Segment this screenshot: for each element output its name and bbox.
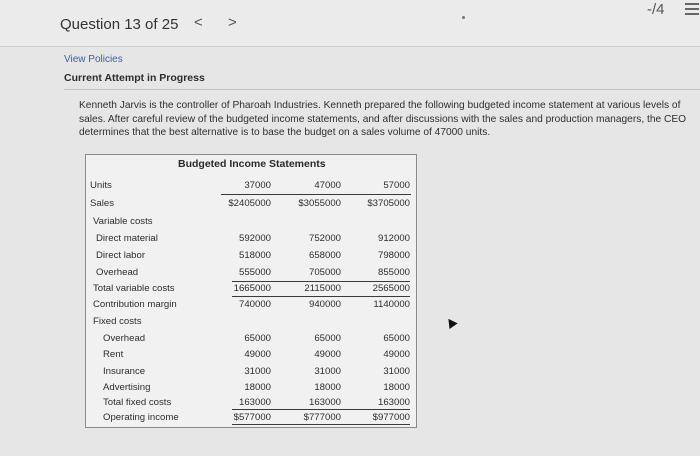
row-label: Fixed costs (93, 316, 142, 327)
row-label: Total fixed costs (103, 397, 172, 408)
table-cell: 912000 (377, 233, 410, 244)
table-cell: 47000 (314, 180, 341, 191)
table-cell: 18000 (244, 382, 271, 393)
previous-question-button[interactable]: < (194, 14, 203, 31)
table-cell: 752000 (308, 233, 341, 244)
table-rule (232, 281, 410, 282)
table-cell: 518000 (238, 250, 271, 261)
row-label: Operating income (103, 412, 179, 423)
table-cell: 49000 (383, 349, 410, 360)
table-cell: 592000 (238, 233, 271, 244)
table-title: Budgeted Income Statements (178, 158, 326, 170)
row-label: Variable costs (93, 216, 153, 227)
table-cell: 1665000 (233, 283, 271, 294)
divider (64, 89, 700, 90)
table-rule (232, 296, 410, 297)
row-label: Direct labor (96, 250, 146, 261)
table-cell: 163000 (308, 397, 341, 408)
table-cell: 65000 (383, 333, 410, 344)
table-cell: 49000 (314, 349, 341, 360)
table-cell: 37000 (244, 180, 271, 191)
table-cell: 31000 (314, 366, 341, 377)
menu-icon[interactable] (685, 3, 699, 15)
row-label: Contribution margin (93, 299, 177, 310)
table-rule (221, 194, 411, 195)
separator-dot (462, 16, 465, 19)
question-counter: Question 13 of 25 (60, 16, 179, 33)
table-cell: $2405000 (228, 198, 271, 209)
table-cell: 2565000 (372, 283, 410, 294)
table-cell: 18000 (383, 382, 410, 393)
table-cell: 798000 (377, 250, 410, 261)
row-label: Overhead (103, 333, 146, 344)
table-cell: 855000 (377, 267, 410, 278)
table-cell: $3055000 (298, 198, 341, 209)
table-cell: 163000 (238, 397, 271, 408)
table-cell: 740000 (238, 299, 271, 310)
row-label: Advertising (103, 382, 151, 393)
table-rule (232, 424, 410, 425)
table-cell: 31000 (244, 366, 271, 377)
table-cell: 65000 (314, 333, 341, 344)
table-cell: 65000 (244, 333, 271, 344)
table-cell: $977000 (372, 412, 410, 423)
table-cell: 705000 (308, 267, 341, 278)
row-label: Sales (90, 198, 114, 209)
table-cell: 31000 (383, 366, 410, 377)
row-label: Total variable costs (93, 283, 175, 294)
question-header (0, 0, 700, 47)
row-label: Overhead (96, 267, 139, 278)
table-cell: 57000 (383, 180, 410, 191)
table-cell: $3705000 (367, 198, 410, 209)
table-cell: 940000 (308, 299, 341, 310)
table-rule (232, 409, 410, 410)
view-policies-link[interactable]: View Policies (64, 54, 123, 65)
table-cell: 18000 (314, 382, 341, 393)
table-cell: 555000 (238, 267, 271, 278)
table-cell: $777000 (303, 412, 341, 423)
row-label: Direct material (96, 233, 158, 244)
table-cell: 49000 (244, 349, 271, 360)
table-cell: 163000 (377, 397, 410, 408)
table-cell: 2115000 (304, 283, 341, 294)
problem-text: Kenneth Jarvis is the controller of Pharoah Industries. Kenneth prepared the following budgeted income statement at various levels of sales. After careful review of the budgeted income statements, and after discussions with the sales and production managers, the CEO determines that the best alternative is to base the budget on a sales volume of 47000 units. (79, 100, 687, 138)
table-cell: 658000 (308, 250, 341, 261)
next-question-button[interactable]: > (228, 14, 237, 31)
question-score: -/4 (647, 1, 665, 18)
row-label: Rent (103, 349, 124, 360)
table-cell: $577000 (233, 412, 271, 423)
table-cell: 1140000 (373, 299, 410, 310)
row-label: Units (90, 180, 112, 191)
attempt-status: Current Attempt in Progress (64, 72, 205, 84)
row-label: Insurance (103, 366, 146, 377)
